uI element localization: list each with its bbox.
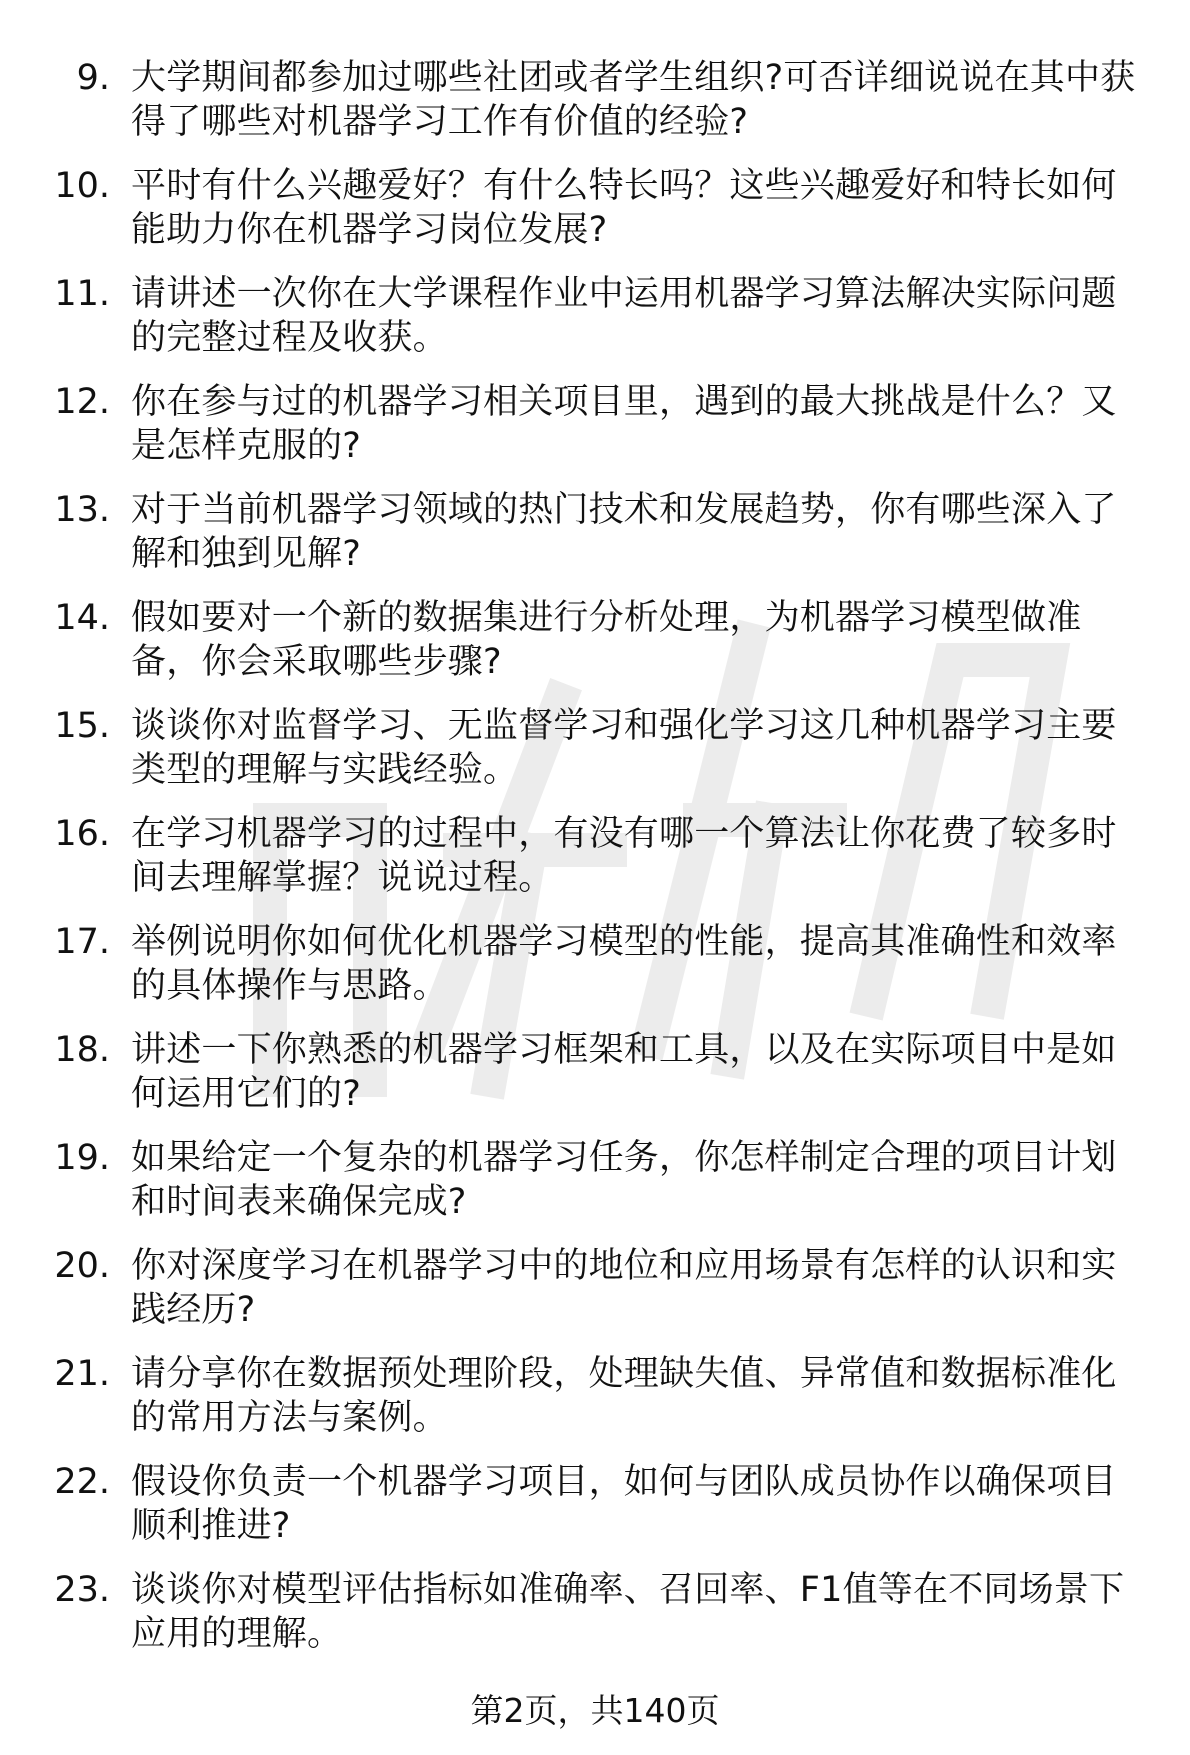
list-item bbox=[0, 808, 1190, 916]
question-text: 举例说明你如何优化机器学习模型的性能，提高其准确性和效率的具体操作与思路。 bbox=[131, 922, 1117, 1006]
question-number: 18. bbox=[54, 1030, 110, 1070]
question-text: 在学习机器学习的过程中，有没有哪一个算法让你花费了较多时间去理解掌握？说说过程。 bbox=[131, 814, 1117, 898]
question-text: 你在参与过的机器学习相关项目里，遇到的最大挑战是什么？又是怎样克服的? bbox=[131, 382, 1117, 466]
question-number: 17. bbox=[54, 922, 110, 962]
question-number: 9. bbox=[76, 58, 110, 98]
list-item bbox=[0, 1348, 1190, 1456]
question-text: 假如要对一个新的数据集进行分析处理，为机器学习模型做准备，你会采取哪些步骤? bbox=[131, 598, 1082, 682]
question-number: 20. bbox=[54, 1246, 110, 1286]
question-number: 11. bbox=[54, 274, 110, 314]
list-item bbox=[0, 1456, 1190, 1564]
question-number: 14. bbox=[54, 598, 110, 638]
list-item bbox=[0, 700, 1190, 808]
question-number: 23. bbox=[54, 1570, 110, 1610]
question-text: 假设你负责一个机器学习项目，如何与团队成员协作以确保项目顺利推进? bbox=[131, 1462, 1117, 1546]
list-item bbox=[0, 1564, 1190, 1672]
page-footer: 第2页，共140页 bbox=[470, 1691, 720, 1730]
question-text: 如果给定一个复杂的机器学习任务，你怎样制定合理的项目计划和时间表来确保完成? bbox=[131, 1138, 1117, 1222]
question-number: 15. bbox=[54, 706, 110, 746]
list-item bbox=[0, 376, 1190, 484]
question-list bbox=[0, 52, 1190, 1672]
question-number: 22. bbox=[54, 1462, 110, 1502]
question-number: 13. bbox=[54, 490, 110, 530]
list-item bbox=[0, 484, 1190, 592]
list-item bbox=[0, 916, 1190, 1024]
question-text: 请讲述一次你在大学课程作业中运用机器学习算法解决实际问题的完整过程及收获。 bbox=[131, 274, 1117, 358]
question-text: 平时有什么兴趣爱好？有什么特长吗？这些兴趣爱好和特长如何能助力你在机器学习岗位发展? bbox=[131, 166, 1117, 250]
question-text: 你对深度学习在机器学习中的地位和应用场景有怎样的认识和实践经历? bbox=[131, 1246, 1117, 1330]
question-text: 谈谈你对模型评估指标如准确率、召回率、F1值等在不同场景下应用的理解。 bbox=[131, 1570, 1125, 1654]
question-number: 21. bbox=[54, 1354, 110, 1394]
list-item bbox=[0, 160, 1190, 268]
list-item bbox=[0, 1024, 1190, 1132]
list-item bbox=[0, 1132, 1190, 1240]
question-text: 请分享你在数据预处理阶段，处理缺失值、异常值和数据标准化的常用方法与案例。 bbox=[131, 1354, 1117, 1438]
question-number: 12. bbox=[54, 382, 110, 422]
question-text: 谈谈你对监督学习、无监督学习和强化学习这几种机器学习主要类型的理解与实践经验。 bbox=[131, 706, 1117, 790]
list-item bbox=[0, 592, 1190, 700]
question-number: 16. bbox=[54, 814, 110, 854]
question-text: 对于当前机器学习领域的热门技术和发展趋势，你有哪些深入了解和独到见解? bbox=[131, 490, 1117, 574]
question-number: 19. bbox=[54, 1138, 110, 1178]
list-item bbox=[0, 268, 1190, 376]
question-number: 10. bbox=[54, 166, 110, 206]
list-item bbox=[0, 52, 1190, 160]
list-item bbox=[0, 1240, 1190, 1348]
question-text: 大学期间都参加过哪些社团或者学生组织?可否详细说说在其中获得了哪些对机器学习工作有价值的经验? bbox=[131, 58, 1136, 142]
question-text: 讲述一下你熟悉的机器学习框架和工具，以及在实际项目中是如何运用它们的? bbox=[131, 1030, 1117, 1114]
